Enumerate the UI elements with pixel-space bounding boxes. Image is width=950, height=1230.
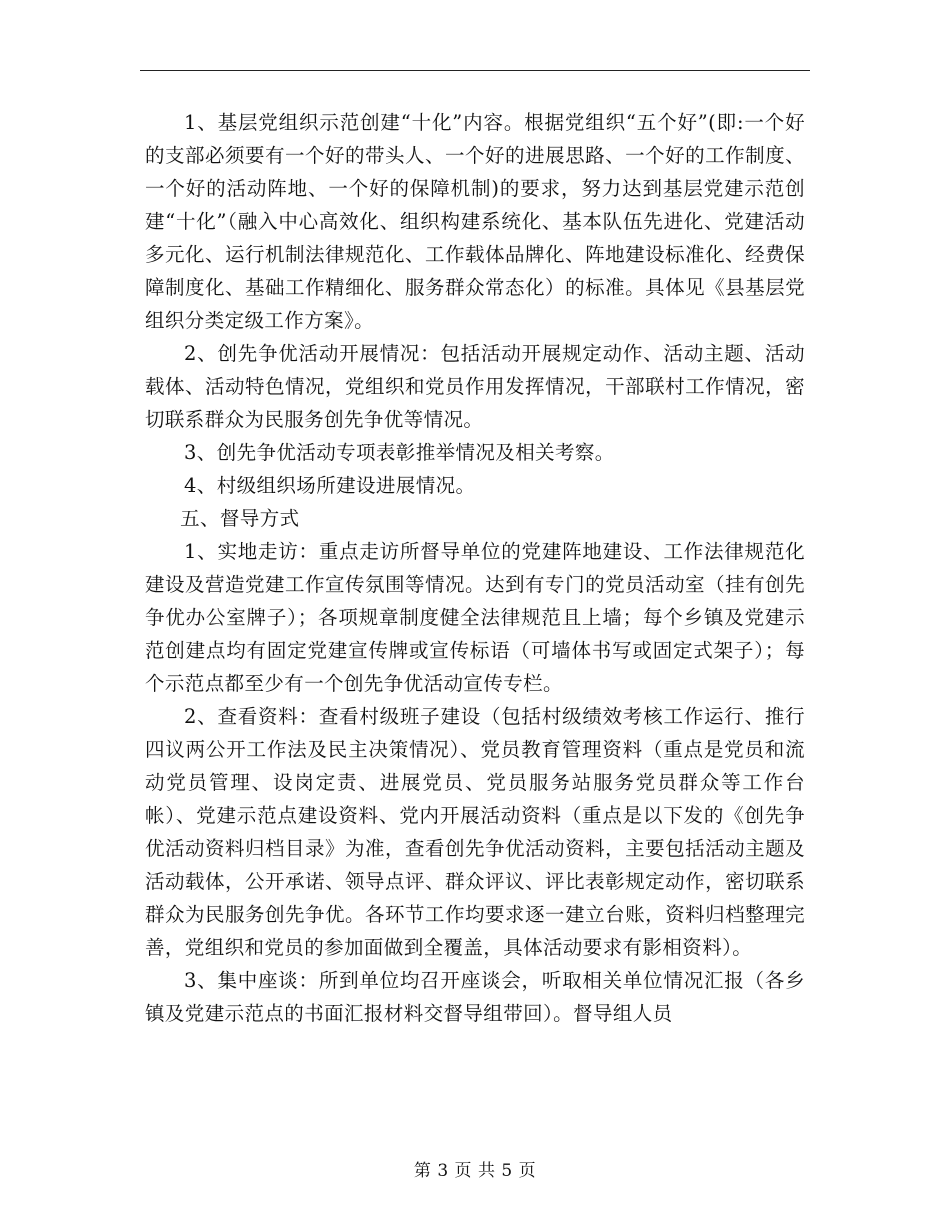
paragraph-venue-construction: 4、村级组织场所建设进展情况。	[184, 474, 476, 497]
paragraph-ten-standards: 1、基层党组织示范创建“十化”内容。根据党组织“五个好”(即:一个好的支部必须要有一个好的带头人、一个好的进展思路、一个好的工作制度、一个好的活动阵地、一个好的保障机制)的要求，努力达到基层党建示范创建“十化”（融入中心高效化、组织构建系统化、基本队伍先进化、党建活动多元化、运行机制法律规范化、工作载体品牌化、阵地建设标准化、经费保障制度化、基础工作精细化、服务群众常态化）的标准。具体见《县基层党组织分类定级工作方案》。	[145, 111, 805, 332]
paragraph-review-materials: 2、查看资料：查看村级班子建设（包括村级绩效考核工作运行、推行四议两公开工作法及民主决策情况）、党员教育管理资料（重点是党员和流动党员管理、设岗定责、进展党员、党员服务站服务党员群众等工作台帐）、党建示范点建设资料、党内开展活动资料（重点是以下发的《创先争优活动资料归档目录》为准，查看创先争优活动资料，主要包括活动主题及活动载体，公开承诺、领导点评、群众评议、评比表彰规定动作，密切联系群众为民服务创先争优。各环节工作均要求逐一建立台账，资料归档整理完善，党组织和党员的参加面做到全覆盖，具体活动要求有影相资料）。	[145, 705, 805, 959]
document-body	[145, 106, 805, 1030]
paragraph-activity-status: 2、创先争优活动开展情况：包括活动开展规定动作、活动主题、活动载体、活动特色情况，党组织和党员作用发挥情况，干部联村工作情况，密切联系群众为民服务创先争优等情况。	[145, 342, 805, 431]
page-label-suffix: 页	[518, 1161, 537, 1181]
section-heading-supervision-methods: 五、督导方式	[180, 507, 300, 530]
page-number-footer	[0, 1156, 950, 1181]
paragraph-site-visit: 1、实地走访：重点走访所督导单位的党建阵地建设、工作法律规范化建设及营造党建工作宣传氛围等情况。达到有专门的党员活动室（挂有创先争优办公室牌子）；各项规章制度健全法律规范且上墙；每个乡镇及党建示范创建点均有固定党建宣传牌或宣传标语（可墙体书写或固定式架子）；每个示范点都至少有一个创先争优活动宣传专栏。	[145, 540, 805, 695]
page-label-prefix: 第	[413, 1161, 432, 1181]
page-label-middle: 页 共	[454, 1161, 496, 1181]
current-page-number: 3	[437, 1161, 449, 1181]
total-pages-number: 5	[501, 1161, 513, 1181]
header-rule	[140, 70, 810, 71]
paragraph-symposium: 3、集中座谈：所到单位均召开座谈会，听取相关单位情况汇报（各乡镇及党建示范点的书面汇报材料交督导组带回）。督导组人员	[145, 969, 805, 1025]
paragraph-commendation: 3、创先争优活动专项表彰推举情况及相关考察。	[184, 441, 615, 464]
